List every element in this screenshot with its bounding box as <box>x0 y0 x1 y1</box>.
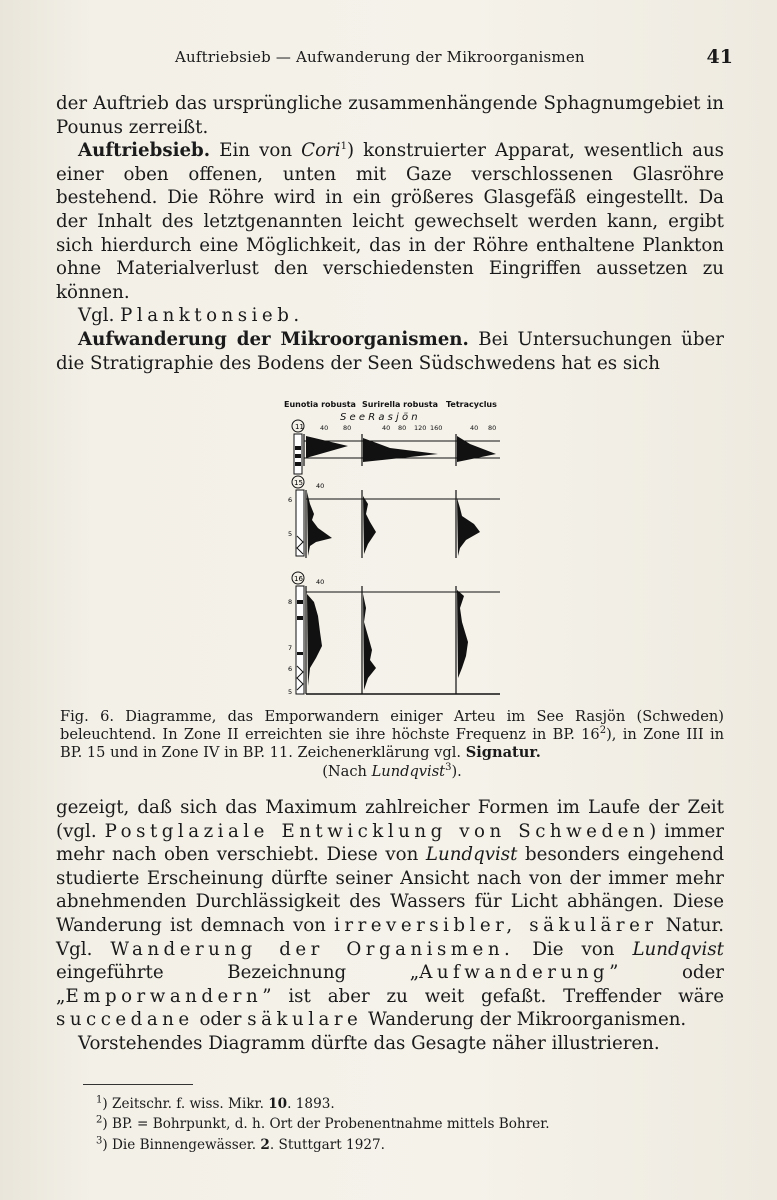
text-span: Ein von <box>210 140 302 162</box>
entry-term: Aufwanderung der Mikroorganismen. <box>78 328 469 350</box>
text-span: Vgl. <box>78 305 121 327</box>
author-name: Cori <box>301 140 341 162</box>
text-span: besonders eingehend studierte Erscheinung dürfte seiner Ansicht nach von der immer mehr abnehmenden Durchlässigkeit des Wassers für Licht abhängen. Diese Wanderung ist demnach von <box>56 844 724 936</box>
footnote-number: 1 <box>96 1094 103 1106</box>
footnotes <box>96 1094 716 1155</box>
paragraph-closing: Vorstehendes Diagramm dürfte das Gesagte näher illustrieren. <box>78 1032 660 1054</box>
paragraph-continued <box>56 796 724 1032</box>
text-span: Wanderung der Mikroorganismen. <box>362 1009 687 1031</box>
text-span: . Stuttgart 1927. <box>269 1136 385 1153</box>
footnote <box>96 1114 716 1134</box>
cross-reference: Planktonsieb. <box>120 305 304 327</box>
tick-label: 80 <box>398 424 407 432</box>
footnote-ref: 1 <box>340 141 347 153</box>
figure-caption <box>60 708 724 781</box>
tick-label: 40 <box>382 424 391 432</box>
species-label-eunotia: Eunotia robusta <box>284 400 356 409</box>
page-header <box>60 46 733 74</box>
page-number: 41 <box>706 46 733 68</box>
species-label-surirella: Surirella robusta <box>362 400 439 409</box>
zone-label: 5 <box>288 688 293 696</box>
borehole-number: 11 <box>295 423 304 431</box>
author-name: Lundqvist <box>371 763 446 780</box>
text-span: ) Zeitschr. f. wiss. Mikr. <box>102 1096 269 1112</box>
text-span: ). <box>451 763 462 780</box>
lake-label: S e e R a s j ö n <box>340 412 418 423</box>
species-label-tetracyclus: Tetracyclus <box>446 400 497 409</box>
panel-bp-15 <box>288 476 500 558</box>
figure-6-diagram <box>270 396 520 702</box>
text-span: ” oder „ <box>56 962 724 1007</box>
running-title: Auftriebsieb — Aufwanderung der Mikroorganismen <box>175 48 585 66</box>
zone-label: 5 <box>288 530 293 538</box>
text-span: ) konstruierter Apparat, wesentlich aus einer oben offenen, unten mit Gaze verschlossenen Glasröhre bestehend. Die Röhre wird in ein größeres Glasgefäß eingestellt. Da der Inhalt des letztgenannten leicht gewechselt werden kann, ergibt sich hierdurch eine Möglichkeit, das in der Röhre enthaltene Plankton ohne Materialverlust den verschiedensten Eingriffen aussetzen zu können. <box>56 140 724 303</box>
caption-source <box>60 763 724 781</box>
text-span: ), in Zone III in BP. 15 und in Zone IV in BP. 11. Zeichenerklärung vgl. <box>60 726 725 761</box>
entry-term: Auftriebsieb. <box>78 140 211 162</box>
cross-reference: Postglaziale Entwicklung von Schweden <box>104 820 650 842</box>
tick-label: 80 <box>343 424 352 432</box>
text-block-bottom <box>56 796 724 1056</box>
text-span: (Nach <box>322 763 372 780</box>
cross-reference: Signatur. <box>465 744 541 761</box>
tick-label: 40 <box>470 424 479 432</box>
tick-label: 80 <box>488 424 497 432</box>
caption-text <box>60 708 724 762</box>
text-span: Fig. 6. Diagramme, das Emporwandern einiger Arteu im See Rasjön (Schweden) beleuchtend. In Zone II erreichten sie ihre höchste Frequenz in BP. 16 <box>60 708 724 743</box>
paragraph-see-also <box>56 304 724 328</box>
spaced-emphasis: succedane <box>56 1009 194 1031</box>
text-span: Die von <box>514 938 633 960</box>
volume-number: 10 <box>268 1096 288 1112</box>
zone-label: 6 <box>288 496 293 504</box>
spaced-emphasis: Emporwandern <box>65 985 263 1007</box>
footnote-number: 3 <box>96 1135 103 1147</box>
paragraph-auftriebsieb <box>56 139 724 304</box>
footnote-rule <box>83 1084 193 1085</box>
cross-reference: Wanderung der Organismen. <box>110 938 515 960</box>
zone-label: 8 <box>288 598 293 606</box>
text-span: Natur. Vgl. <box>56 914 724 960</box>
text-span: Bei Untersuchungen über die Stratigraphie des Bodens der Seen Südschwedens hat es sich <box>56 328 724 374</box>
text-span: ) immer mehr nach oben verschiebt. Diese von <box>56 820 724 866</box>
zone-label: 7 <box>288 644 293 652</box>
tick-label: 120 <box>414 424 427 432</box>
footnote-ref: 3 <box>445 762 452 774</box>
zone-label: 6 <box>288 665 293 673</box>
footnote <box>96 1135 716 1155</box>
spaced-emphasis: Aufwanderung <box>419 962 610 984</box>
tick-label: 160 <box>430 424 443 432</box>
volume-number: 2 <box>260 1136 270 1153</box>
author-name: Lundqvist <box>425 844 518 866</box>
text-span: ” ist aber zu weit gefaßt. Treffender wäre <box>262 985 724 1007</box>
tick-label: 40 <box>316 482 325 490</box>
tick-label: 40 <box>320 424 329 432</box>
footnote-number: 2 <box>96 1114 103 1126</box>
borehole-number: 16 <box>294 575 303 583</box>
text-span: gezeigt, daß sich das Maximum zahlreicher Formen im Laufe der Zeit (vgl. <box>56 797 724 842</box>
text-span: . 1893. <box>287 1096 335 1112</box>
text-span: ) BP. = Bohrpunkt, d. h. Ort der Probenentnahme mittels Bohrer. <box>102 1116 550 1133</box>
spaced-emphasis: säkulare <box>247 1009 363 1031</box>
paragraph-continuation: der Auftrieb das ursprüngliche zusammenhängende Sphagnumgebiet in Pounus zerreißt. <box>56 93 724 138</box>
borehole-number: 15 <box>294 479 303 487</box>
spaced-emphasis: irreversibler, säkulärer <box>334 914 658 936</box>
text-block-top <box>56 92 724 375</box>
panel-bp-16 <box>288 572 500 696</box>
author-name: Lundqvist <box>632 938 724 960</box>
text-span: ) Die Binnengewässer. <box>102 1136 261 1153</box>
footnote <box>96 1094 716 1114</box>
text-span: oder <box>193 1009 248 1031</box>
paragraph-aufwanderung <box>56 328 724 375</box>
tick-label: 40 <box>316 578 325 586</box>
footnote-ref: 2 <box>599 725 607 737</box>
text-span: eingeführte Bezeichnung „ <box>56 962 420 984</box>
